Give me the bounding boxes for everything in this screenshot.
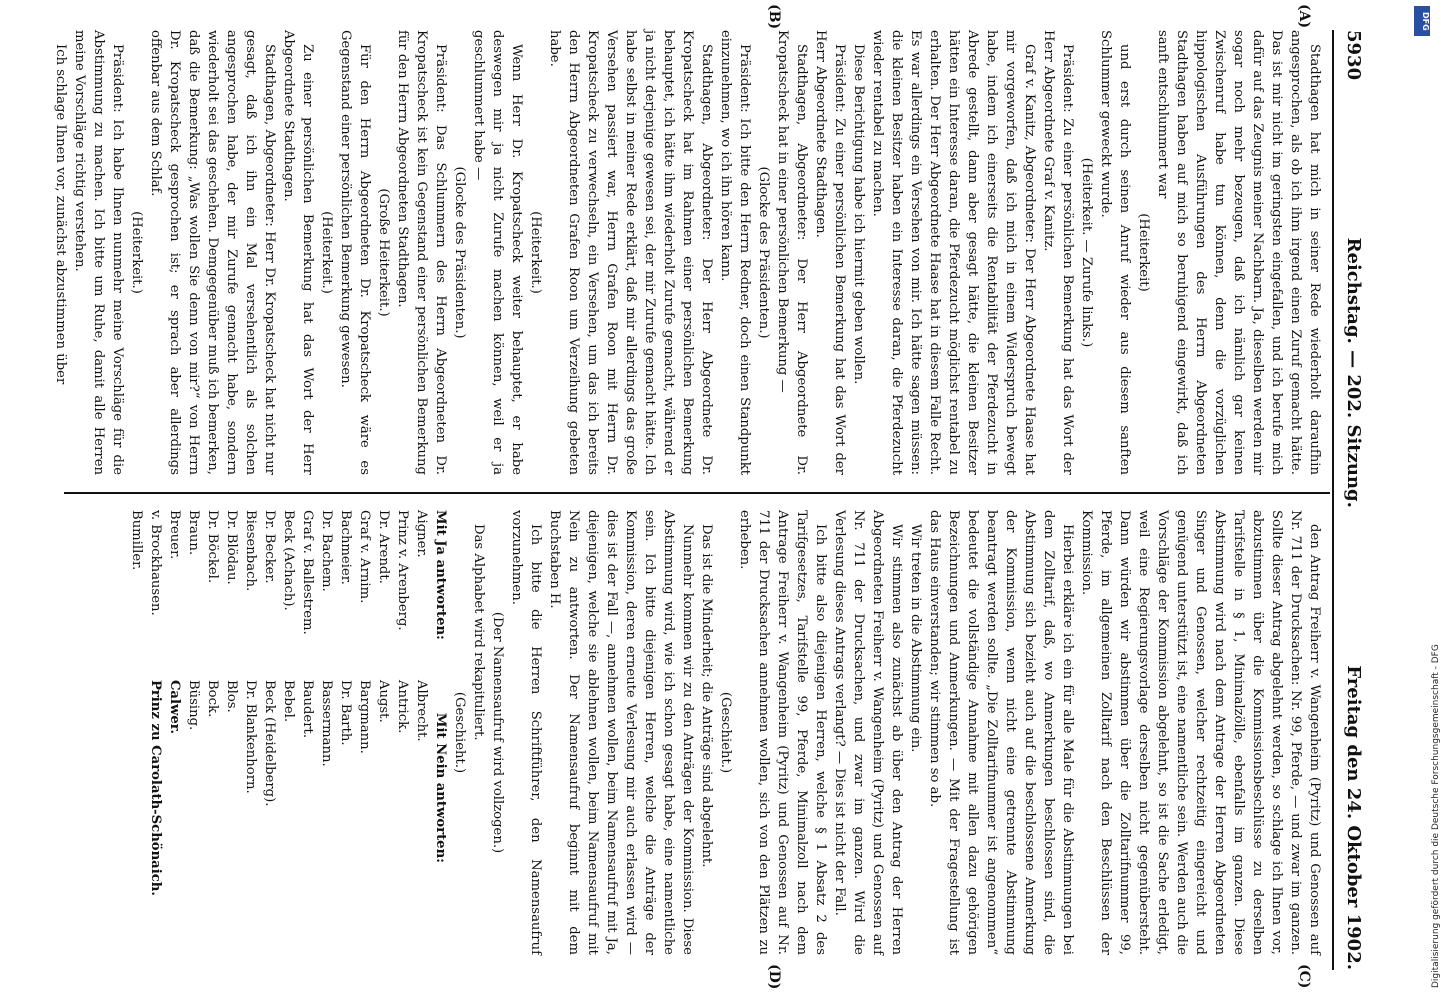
paragraph: (Heiterkeit.) bbox=[528, 211, 543, 294]
calwer-list bbox=[146, 680, 184, 896]
paragraph: Für den Herrn Abgeordneten Dr. Kropatscheck wäre es Gegenstand einer persönlichen Bemerkung gewesen. bbox=[338, 30, 372, 475]
left-column bbox=[53, 30, 1324, 475]
left-running-title: Reichstag. — 202. Sitzung. bbox=[1343, 237, 1365, 508]
right-running-title: Freitag den 24. Oktober 1902. bbox=[1343, 665, 1365, 970]
paragraph: Stadthagen, Abgeordneter: Der Herr Abgeordnete Dr. Kropatscheck hat in einer persönlichen Bemerkung — bbox=[775, 30, 809, 475]
list-item: Bumiller. bbox=[129, 510, 144, 571]
list-item: Beck (Achach). bbox=[281, 510, 296, 611]
list-item: Graf v. Arnim. bbox=[357, 510, 372, 604]
list-item: Calwer. bbox=[167, 679, 182, 735]
list-item: Blos. bbox=[224, 679, 239, 713]
list-item: Biesenbach. bbox=[243, 510, 258, 592]
paragraph: Präsident: Ich bitte den Herrn Redner, doch einen Standpunkt einzunehmen, wo ich ihn hören kann. bbox=[718, 30, 752, 475]
paragraph: (Glocke des Präsidenten.) bbox=[756, 166, 771, 339]
right-column bbox=[62, 510, 1324, 955]
list-item: Bock. bbox=[205, 679, 220, 718]
list-item: Beck (Heidelberg). bbox=[262, 679, 277, 807]
vote-yes-label: Mit Ja antworten: bbox=[433, 510, 448, 640]
list-item: Dr. Becker. bbox=[262, 510, 277, 584]
list-item: Bachmeier. bbox=[338, 510, 353, 585]
margin-mark-c: (C) bbox=[1296, 964, 1312, 989]
list-item: Albrecht. bbox=[414, 679, 429, 742]
vote-yes-list bbox=[127, 510, 431, 640]
paragraph: Das ist die Minderheit; die Anträge sind abgelehnt. bbox=[699, 524, 714, 868]
paragraph: (Der Namensaufruf wird vollzogen.) bbox=[490, 611, 505, 854]
paragraph: Präsident: Ich habe Ihnen nunmehr meine Vorschläge für die Abstimmung zu machen. Ich bitte um Ruhe, damit alle Herren meine Vorschläge richtig verstehen. bbox=[72, 30, 125, 475]
digitization-note-text: Digitalisierung gefördert durch die Deutsche Forschungsgemeinschaft - DFG bbox=[1431, 644, 1441, 988]
paragraph: Stadthagen hat mich in seiner Rede wiederholt daraufhin angesprochen, als ob ich ihm irgend einen Zuruf gemacht hätte. Das ist mir nicht im geringsten eingefallen, und ich berufe mich dafür auf das Zeugnis meiner Nachbarn. Ja, dieselben werden mir sogar noch mehr bezeugen, daß ich nämlich gar keinen Zwischenruf habe tun können, denn die vorzüglichen hippologischen Ausführungen des Herrn Abgeordneten Stadthagen haben auf mich so beruhigend eingewirkt, daß ich sanft entschlummert war bbox=[1155, 30, 1322, 475]
list-item: Dr. Bachem. bbox=[319, 510, 334, 592]
vote-no-list bbox=[184, 680, 431, 896]
list-item: Prinz zu Carolath-Schönaich. bbox=[148, 679, 163, 896]
paragraph: Hierbei erkläre ich ein für alle Male für die Abstimmungen bei dem Zolltarif, daß, wo Anmerkungen beschlossen sind, die Abstimmung sich bezieht auch auf die beschlossene Anmerkung der Kommission, wenn nicht eine getrennte Abstimmung beantragt werden sollte. „Die Zolltarifnummer ist angenommen“ bedeutet die vollständige Annahme mit allen dazu gehörigen Bezeichnungen und Anmerkungen. — Mit der Fragestellung ist das Haus einverstanden; wir stimmen so ab. bbox=[927, 510, 1075, 955]
list-item: Dr. Blödau. bbox=[224, 510, 239, 585]
vote-no-label: Mit Nein antworten: bbox=[433, 712, 448, 864]
vote-no-block bbox=[127, 680, 450, 896]
list-item: Baudert. bbox=[300, 679, 315, 739]
paragraph: (Heiterkeit) bbox=[1136, 213, 1151, 292]
paragraph: Wir stimmen also zunächst ab über den Antrag der Herren Abgeordneten Freiherr v. Wangenheim (Pyritz) und Genossen auf Nr. 711 der Drucksachen, und zwar im ganzen. Wird die Verlesung dieses Antrags verlangt? — Dies ist nicht der Fall. bbox=[832, 510, 904, 955]
paragraph: Das Alphabet wird rekapituliert. bbox=[471, 524, 486, 741]
list-item: Dr. Böckel. bbox=[205, 510, 220, 584]
paragraph: (Heiterkeit.) bbox=[129, 211, 144, 294]
list-item: Büsing. bbox=[186, 679, 201, 731]
list-item: v. Brockhausen. bbox=[148, 510, 163, 616]
list-item: Dr. Barth. bbox=[338, 679, 353, 746]
paragraph: Präsident: Zu einer persönlichen Bemerkung hat das Wort der Herr Abgeordnete Stadthagen. bbox=[813, 30, 847, 475]
vote-lists bbox=[127, 510, 450, 955]
paragraph: Diese Berichtigung habe ich hiermit geben wollen. bbox=[851, 44, 866, 385]
paragraph: (Heiterkeit.) bbox=[319, 211, 334, 294]
paragraph: Ich bitte die Herren Schriftführer, den Namensaufruf vorzunehmen. bbox=[509, 510, 543, 955]
paragraph: Zu einer persönlichen Bemerkung hat das Wort der Herr Abgeordnete Stadthagen. bbox=[281, 30, 315, 475]
list-item: Bassermann. bbox=[319, 679, 334, 767]
dfg-logo: DFG bbox=[1414, 6, 1430, 36]
margin-mark-b: (B) bbox=[766, 4, 782, 30]
paragraph: Wenn Herr Dr. Kropatscheck weiter behauptet, er habe deswegen mir ja nicht Zurufe machen können, weil er ja geschlummert habe — bbox=[471, 30, 524, 475]
right-column-text bbox=[450, 510, 1324, 955]
list-item: Bargmann. bbox=[357, 679, 372, 754]
paragraph: den Antrag Freiherr v. Wangenheim (Pyritz) und Genossen auf Nr. 711 der Drucksachen: Nr. 99, Pferde, — und zwar im ganzen. Sollte dieser Antrag abgelehnt werden, so schlage ich Ihnen vor, abzustimmen über die Kommissionsbeschlüsse zu derselben Tarifstelle in § 1, Minimalzölle, ebenfalls im ganzen. Diese Abstimmung wird nach dem Antrage der Herren Abgeordneten Singer und Genossen, welcher rechtzeitig eingereicht und genügend unterstützt ist, eine namentliche sein. Werden auch die Vorschläge der Kommission abgelehnt, so ist die Sache erledigt, weil eine Regierungsvorlage derselben nicht gegenübersteht. Dann würden wir abstimmen über die Zolltarifnummer 99, Pferde, im allgemeinen Zolltarif nach den Beschlüssen der Kommission. bbox=[1079, 510, 1322, 955]
paragraph: Stadthagen, Abgeordneter: Herr Dr. Kropatscheck hat nicht nur gesagt, daß ich ihn ein Mal versehentlich als solchen angesprochen habe, der mir Zurufe gemacht habe, sondern wiederholt sei das geschehen. Demgegenüber muß ich bemerken, daß die Bemerkung: „Was wollen Sie denn von mir?“ von Herrn Dr. Kropatscheck gesprochen ist; er sprach aber allerdings offenbar aus dem Schlaf. bbox=[148, 30, 277, 475]
paragraph: (Geschieht.) bbox=[452, 691, 467, 774]
list-item: Antrick. bbox=[395, 679, 410, 734]
paragraph: Wir treten in die Abstimmung ein. bbox=[908, 524, 923, 753]
page-header bbox=[1336, 30, 1372, 970]
vote-yes-block bbox=[127, 510, 450, 640]
paragraph: Ich schlage Ihnen vor, zunächst abzustimmen über bbox=[53, 44, 68, 385]
list-item: Braun. bbox=[186, 510, 201, 556]
list-item: Bebel. bbox=[281, 679, 296, 723]
list-item: Aigner. bbox=[414, 510, 429, 558]
header-rule bbox=[1332, 30, 1334, 970]
margin-mark-a: (A) bbox=[1296, 4, 1312, 29]
list-item: Graf v. Ballestrem. bbox=[300, 510, 315, 635]
list-item: Dr. Arendt. bbox=[376, 510, 391, 584]
paragraph: (Heiterkeit. — Zurufe links.) bbox=[1079, 157, 1094, 348]
paragraph: (Glocke des Präsidenten.) bbox=[452, 166, 467, 339]
rotated-document bbox=[32, 0, 1412, 1000]
paragraph: Stadthagen, Abgeordneter: Der Herr Abgeordnete Dr. Kropatscheck hat im Rahmen einer persönlichen Bemerkung behauptet, ich hätte ihm wiederholt Zurufe gemacht, während er ja nicht derjenige gewesen sei, der mir Zurufe gemacht hätte. Ich habe selbst in meiner Rede erklärt, daß mir allerdings das große Versehen passiert war, Herrn Grafen Roon mit Herrn Dr. Kropatscheck zu verwechseln, ein Versehen, um das ich bereits den Herrn Abgeordneten Grafen Roon um Verzeihung gebeten habe. bbox=[547, 30, 714, 475]
digitization-note bbox=[1418, 8, 1441, 993]
paragraph: (Große Heiterkeit.) bbox=[376, 188, 391, 317]
page-number: 5930 bbox=[1343, 30, 1365, 81]
list-item: Augst. bbox=[376, 679, 391, 723]
paragraph: (Geschieht.) bbox=[718, 691, 733, 774]
list-item: Breuer. bbox=[167, 510, 182, 560]
list-item: Dr. Blankenhorn. bbox=[243, 679, 258, 794]
paragraph: Ich bitte also diejenigen Herren, welche § 1 Absatz 2 des Tarifgesetzes, Tarifstelle 99, Pferde, Minimalzoll nach dem Antrage Freiherr v. Wangenheim (Pyritz) und Genossen auf Nr. 711 der Drucksachen annehmen wollen, sich von den Plätzen zu erheben. bbox=[737, 510, 828, 955]
margin-mark-d: (D) bbox=[766, 964, 782, 990]
paragraph: Nunmehr kommen wir zu den Anträgen der Kommission. Diese Abstimmung wird, wie ich schon gesagt habe, eine namentliche sein. Ich bitte diejenigen Herren, welche die Anträge der Kommission, deren erneute Verlesung mir auch erlassen wird — dies ist der Fall —, annehmen wollen, beim Namensaufruf mit Ja, diejenigen, welche sie ablehnen wollen, beim Namensaufruf mit Nein zu antworten. Der Namensaufruf beginnt mit dem Buchstaben H. bbox=[547, 510, 695, 955]
paragraph: Graf v. Kanitz, Abgeordneter: Der Herr Abgeordnete Haase hat mir vorgeworfen, daß ich mich in einem Widerspruch bewegt habe, indem ich einerseits die Rentabilität der Pferdezucht in Abrede gestellt, dann aber gesagt hätte, die kleinen Besitzer hätten ein Interesse daran, die Pferdezucht möglichst rentabel zu erhalten. Der Herr Abgeordnete Haase hat in diesem Falle Recht. Es war allerdings ein Versehen von mir. Ich hätte sagen müssen: die kleinen Besitzer haben ein Interesse daran, die Pferdezucht wieder rentabel zu machen. bbox=[870, 30, 1037, 475]
paragraph: und erst durch seinen Anruf wieder aus diesem sanften Schlummer geweckt wurde. bbox=[1098, 30, 1132, 475]
column-divider bbox=[64, 492, 1330, 494]
paragraph: Präsident: Das Schlummern des Herrn Abgeordneten Dr. Kropatscheck ist kein Gegenstand einer persönlichen Bemerkung für den Herrn Abgeordneten Stadthagen. bbox=[395, 30, 448, 475]
list-item: Prinz v. Arenberg. bbox=[395, 510, 410, 631]
paragraph: Präsident: Zu einer persönlichen Bemerkung hat das Wort der Herr Abgeordnete Graf v. Kanitz. bbox=[1041, 30, 1075, 475]
